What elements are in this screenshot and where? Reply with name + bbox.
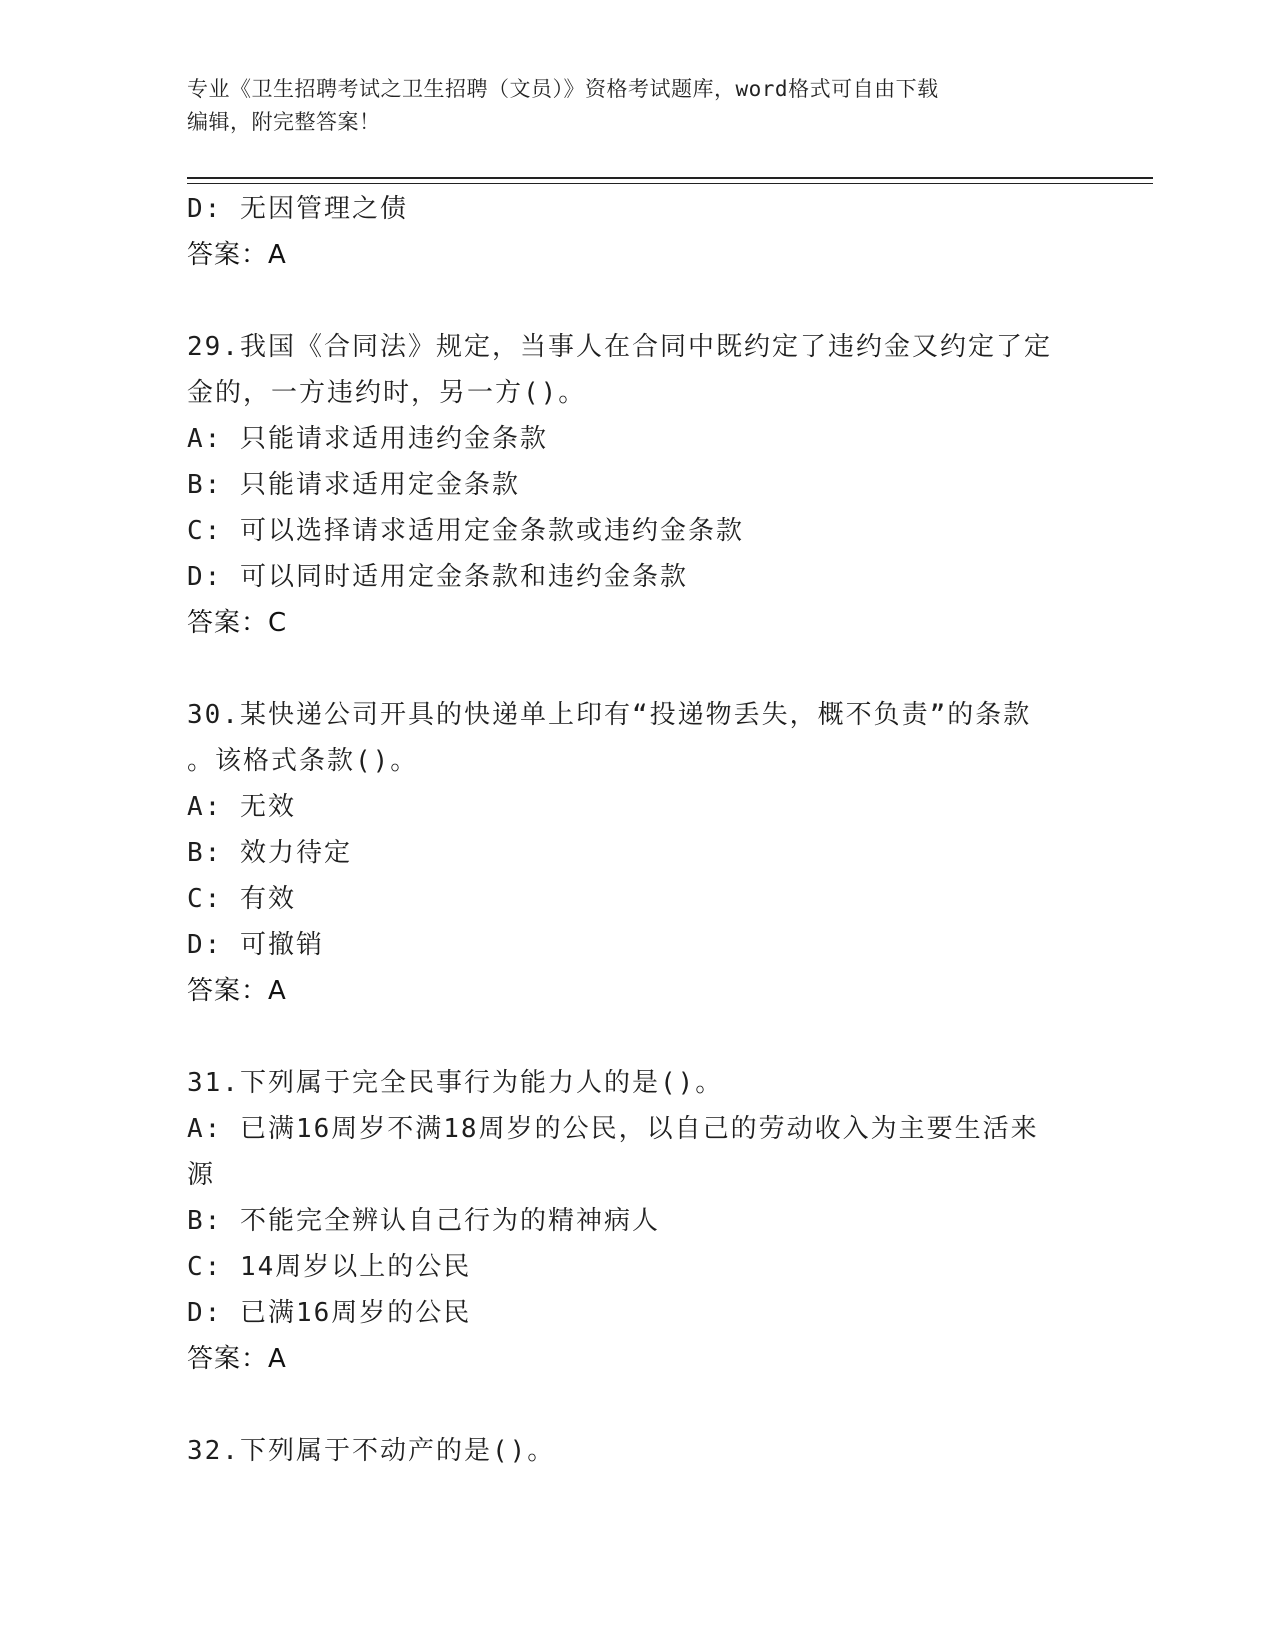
- q31-stem-line-1: 31.下列属于完全民事行为能力人的是()。: [187, 1068, 724, 1098]
- document-header: [187, 73, 1087, 139]
- question-29: [187, 324, 1087, 646]
- q29-stem-line-1: 29.我国《合同法》规定，当事人在合同中既约定了违约金又约定了定: [187, 332, 1052, 362]
- q31-option-d: D: 已满16周岁的公民: [187, 1298, 472, 1328]
- question-content: [187, 186, 1087, 1474]
- q31-option-b: B: 不能完全辨认自己行为的精神病人: [187, 1206, 660, 1236]
- q31-option-c: C: 14周岁以上的公民: [187, 1252, 472, 1282]
- header-title-line-2: 编辑，附完整答案！: [187, 110, 381, 134]
- q29-stem-line-2: 金的，一方违约时，另一方()。: [187, 378, 587, 408]
- q30-stem-line-2: 。该格式条款()。: [187, 746, 419, 776]
- spacer: [187, 278, 1087, 324]
- question-30: [187, 692, 1087, 1014]
- q31-option-a-line-2: 源: [187, 1160, 216, 1190]
- question-31: [187, 1060, 1087, 1382]
- q30-answer: 答案：A: [187, 976, 287, 1006]
- header-divider-thick: [187, 177, 1153, 179]
- q32-stem-line-1: 32.下列属于不动产的是()。: [187, 1436, 556, 1466]
- q31-option-a-line-1: A: 已满16周岁不满18周岁的公民，以自己的劳动收入为主要生活来: [187, 1114, 1039, 1144]
- q29-option-b: B: 只能请求适用定金条款: [187, 470, 520, 500]
- q29-answer: 答案：C: [187, 608, 288, 638]
- q30-option-c: C: 有效: [187, 884, 296, 914]
- q30-option-d: D: 可撤销: [187, 930, 324, 960]
- question-32: [187, 1428, 1087, 1474]
- header-divider-thin: [187, 183, 1153, 184]
- header-title-line-1: 专业《卫生招聘考试之卫生招聘（文员）》资格考试题库，word格式可自由下载: [187, 77, 939, 101]
- spacer: [187, 646, 1087, 692]
- spacer: [187, 1014, 1087, 1060]
- q29-option-a: A: 只能请求适用违约金条款: [187, 424, 548, 454]
- q29-option-d: D: 可以同时适用定金条款和违约金条款: [187, 562, 688, 592]
- q31-answer: 答案：A: [187, 1344, 287, 1374]
- q30-option-b: B: 效力待定: [187, 838, 352, 868]
- q29-option-c: C: 可以选择请求适用定金条款或违约金条款: [187, 516, 744, 546]
- q30-option-a: A: 无效: [187, 792, 296, 822]
- q28-option-d: D: 无因管理之债: [187, 194, 408, 224]
- q30-stem-line-1: 30.某快递公司开具的快递单上印有“投递物丢失，概不负责”的条款: [187, 700, 1032, 730]
- q28-answer: 答案：A: [187, 240, 287, 270]
- spacer: [187, 1382, 1087, 1428]
